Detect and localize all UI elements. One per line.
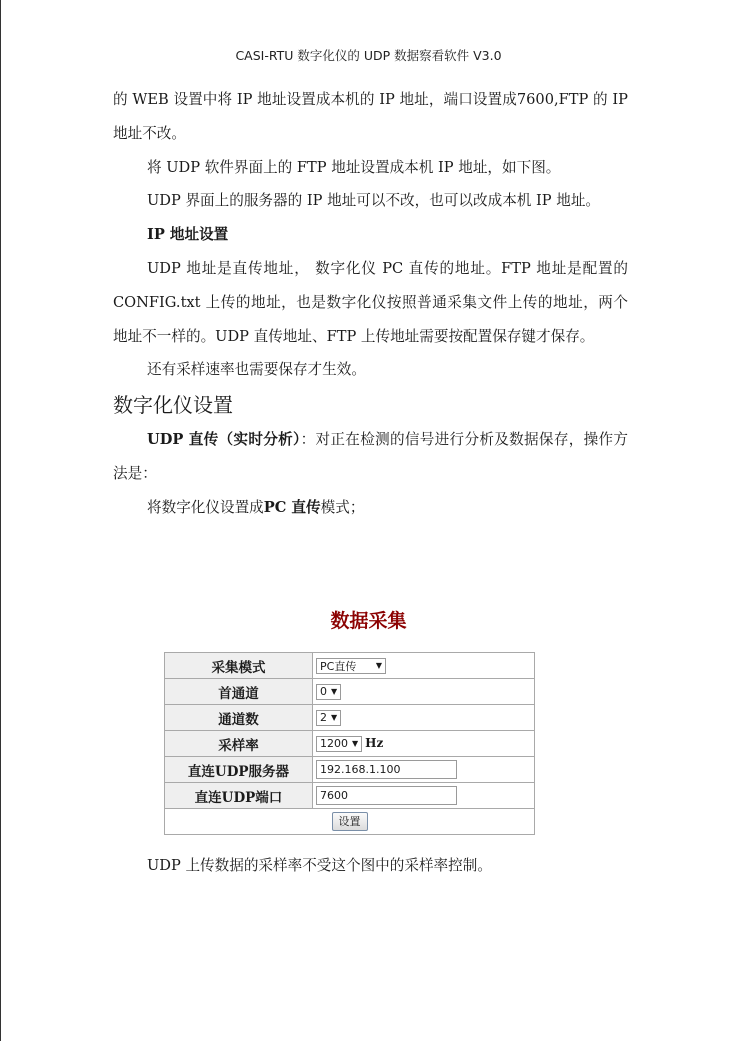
udp-direct-description: ：对正在检测的信号进行分析及数据保存，操作方法是：	[113, 431, 628, 482]
first-channel-field	[313, 679, 535, 705]
server-input[interactable]: 192.168.1.100	[316, 760, 457, 779]
mode-select[interactable]	[316, 658, 386, 674]
rate-select[interactable]	[316, 736, 362, 752]
form-row-first-channel	[165, 679, 535, 705]
port-label: 直连UDP端口	[165, 783, 313, 809]
form-row-rate	[165, 731, 535, 757]
mode-field	[313, 653, 535, 679]
channels-select[interactable]	[316, 710, 341, 726]
chevron-down-icon: ▼	[375, 661, 382, 671]
rate-select-value: 1200	[320, 737, 348, 751]
paragraph-udp-address: UDP 地址是直传地址， 数字化仪 PC 直传的地址。FTP 地址是配置的 CONFIG.txt 上传的地址，也是数字化仪按照普通采集文件上传的地址，两个地址不一样的。UDP 直传地址、FTP 上传地址需要按配置保存键才保存。	[113, 259, 628, 345]
rate-field	[313, 731, 535, 757]
pc-mode-suffix: 模式；	[320, 498, 365, 516]
submit-cell	[165, 809, 535, 835]
first-channel-label: 首通道	[165, 679, 313, 705]
paragraph-udp-direct	[113, 423, 628, 491]
form-row-port	[165, 783, 535, 809]
paragraph-server-ip: UDP 界面上的服务器的 IP 地址可以不改，也可以改成本机 IP 地址。	[147, 192, 601, 210]
chevron-down-icon: ▼	[331, 687, 338, 697]
first-channel-select-value: 0	[320, 685, 327, 699]
rate-unit: Hz	[365, 736, 384, 751]
port-field	[313, 783, 535, 809]
form-row-mode	[165, 653, 535, 679]
udp-direct-term: UDP 直传（实时分析）	[147, 431, 301, 449]
form-row-channels	[165, 705, 535, 731]
section-heading-digitizer: 数字化仪设置	[113, 393, 233, 418]
subheading-ip-setting: IP 地址设置	[147, 226, 229, 244]
channels-field	[313, 705, 535, 731]
body-text	[113, 83, 628, 525]
page-header: CASI-RTU 数字化仪的 UDP 数据察看软件 V3.0	[235, 48, 502, 63]
pc-mode-term: PC 直传	[263, 498, 321, 516]
paragraph-udp-rate-note: UDP 上传数据的采样率不受这个图中的采样率控制。	[147, 857, 492, 874]
footer-text	[113, 849, 628, 883]
acquisition-form	[164, 652, 535, 835]
channels-label: 通道数	[165, 705, 313, 731]
figure-title: 数据采集	[330, 610, 407, 632]
port-input[interactable]: 7600	[316, 786, 457, 805]
rate-label: 采样率	[165, 731, 313, 757]
server-field	[313, 757, 535, 783]
paragraph-sample-rate-save: 还有采样速率也需要保存才生效。	[147, 361, 366, 379]
server-label: 直连UDP服务器	[165, 757, 313, 783]
page-left-border	[0, 0, 1, 1041]
channels-select-value: 2	[320, 711, 327, 725]
chevron-down-icon: ▼	[352, 739, 359, 749]
paragraph-web-setting: 的 WEB 设置中将 IP 地址设置成本机的 IP 地址，端口设置成7600,FTP 的 IP 地址不改。	[113, 91, 628, 142]
form-row-submit	[165, 809, 535, 835]
paragraph-pc-mode	[113, 491, 628, 525]
pc-mode-prefix: 将数字化仪设置成	[147, 498, 264, 516]
form-row-server	[165, 757, 535, 783]
paragraph-ftp-setting: 将 UDP 软件界面上的 FTP 地址设置成本机 IP 地址，如下图。	[147, 158, 561, 176]
first-channel-select[interactable]	[316, 684, 341, 700]
chevron-down-icon: ▼	[331, 713, 338, 723]
mode-label: 采集模式	[165, 653, 313, 679]
set-button[interactable]: 设置	[332, 812, 368, 831]
mode-select-value: PC直传	[320, 659, 357, 673]
